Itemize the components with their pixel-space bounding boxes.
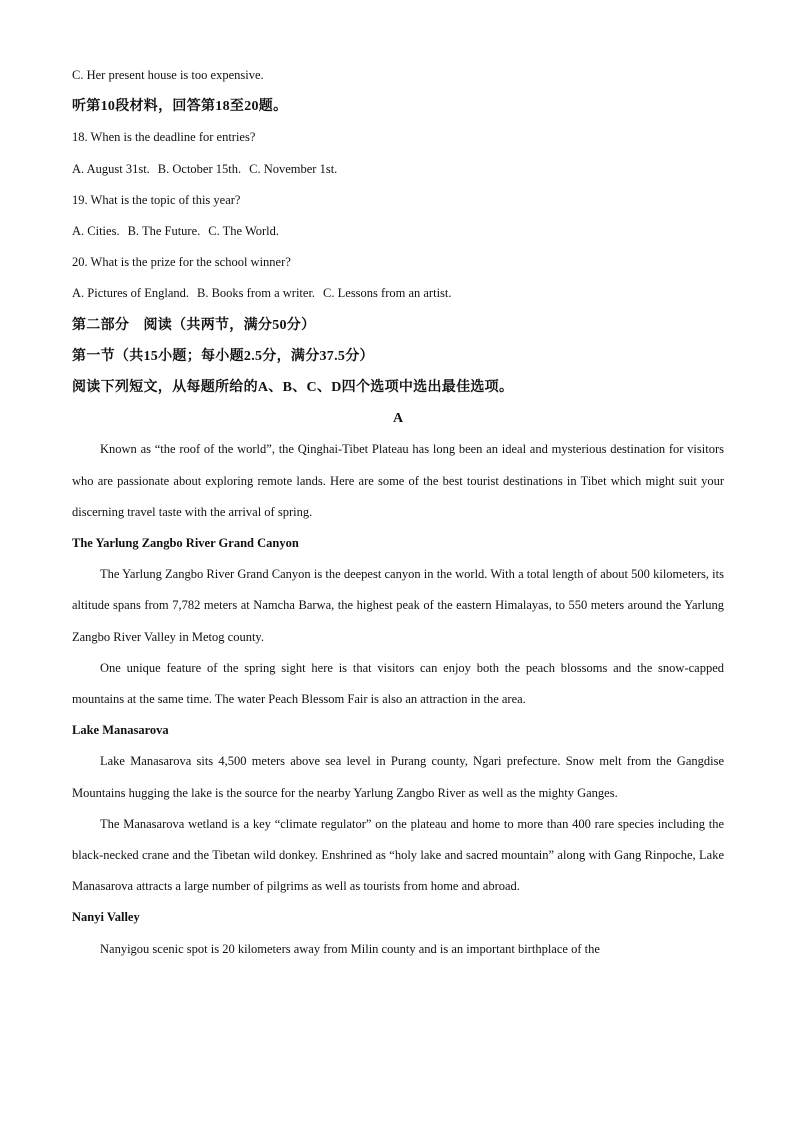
reading-part-header: 第二部分 阅读（共两节，满分50分） <box>72 317 316 333</box>
document-page <box>72 60 724 965</box>
previous-option-c: C. Her present house is too expensive. <box>72 68 264 82</box>
destination-paragraph: Lake Manasarova sits 4,500 meters above sea level in Purang county, Ngari prefecture. Snow melt from the Gangdise Mountains hugging the lake is the source for the nearby Yarlung Zangbo River as well as the mighty Ganges. <box>72 754 724 800</box>
q20-option-b: B. Books from a writer. <box>197 286 316 301</box>
question-19-options <box>72 216 724 247</box>
question-18-stem: 18. When is the deadline for entries? <box>72 130 256 145</box>
destination-paragraph: One unique feature of the spring sight here is that visitors can enjoy both the peach blossoms and the snow-capped mountains at the same time. The water Peach Blessom Fair is also an attraction in the area. <box>72 660 724 707</box>
q19-option-c: C. The World. <box>208 224 280 239</box>
reading-instructions: 阅读下列短文，从每题所给的A、B、C、D四个选项中选出最佳选项。 <box>72 380 514 396</box>
destination-title: The Yarlung Zangbo River Grand Canyon <box>72 536 299 551</box>
destination-paragraph: The Yarlung Zangbo River Grand Canyon is the deepest canyon in the world. With a total length of about 500 kilometers, its altitude spans from 7,782 meters at Namcha Barwa, the highest peak of the eastern Himalayas, to 550 meters around the Yarlung Zangbo River Valley in Metog county. <box>72 567 724 644</box>
question-20-options <box>72 278 724 309</box>
destination-paragraph: The Manasarova wetland is a key “climate regulator” on the plateau and home to more than 400 rare species including the black-necked crane and the Tibetan wild donkey. Enshrined as “holy lake and sacred mountain” along with Gang Rinpoche, Lake Manasarova attracts a large number of pilgrims as well as tourists from home and abroad. <box>72 816 724 894</box>
q18-option-b: B. October 15th. <box>157 161 242 176</box>
q18-option-c: C. November 1st. <box>249 161 338 176</box>
q20-option-c: C. Lessons from an artist. <box>323 286 452 301</box>
destination-title: Lake Manasarova <box>72 723 169 738</box>
q19-option-a: A. Cities. <box>72 224 120 239</box>
question-19-stem: 19. What is the topic of this year? <box>72 192 241 207</box>
section10-header: 听第10段材料，回答第18至20题。 <box>72 99 288 115</box>
reading-section1-header: 第一节（共15小题；每小题2.5分，满分37.5分） <box>72 348 374 364</box>
question-20-stem: 20. What is the prize for the school winner? <box>72 255 291 270</box>
q20-option-a: A. Pictures of England. <box>72 286 189 301</box>
destination-paragraph: Nanyigou scenic spot is 20 kilometers away from Milin county and is an important birthplace of the <box>100 941 600 956</box>
q18-option-a: A. August 31st. <box>72 161 150 176</box>
passage-intro: Known as “the roof of the world”, the Qinghai-Tibet Plateau has long been an ideal and mysterious destination for visitors who are passionate about exploring remote lands. Here are some of the best tourist destinations in Tibet which might suit your discerning travel taste with the arrival of spring. <box>72 442 724 519</box>
question-18-options <box>72 154 724 185</box>
passage-label: A <box>392 411 404 427</box>
destination-title: Nanyi Valley <box>72 910 140 925</box>
q19-option-b: B. The Future. <box>127 224 201 239</box>
